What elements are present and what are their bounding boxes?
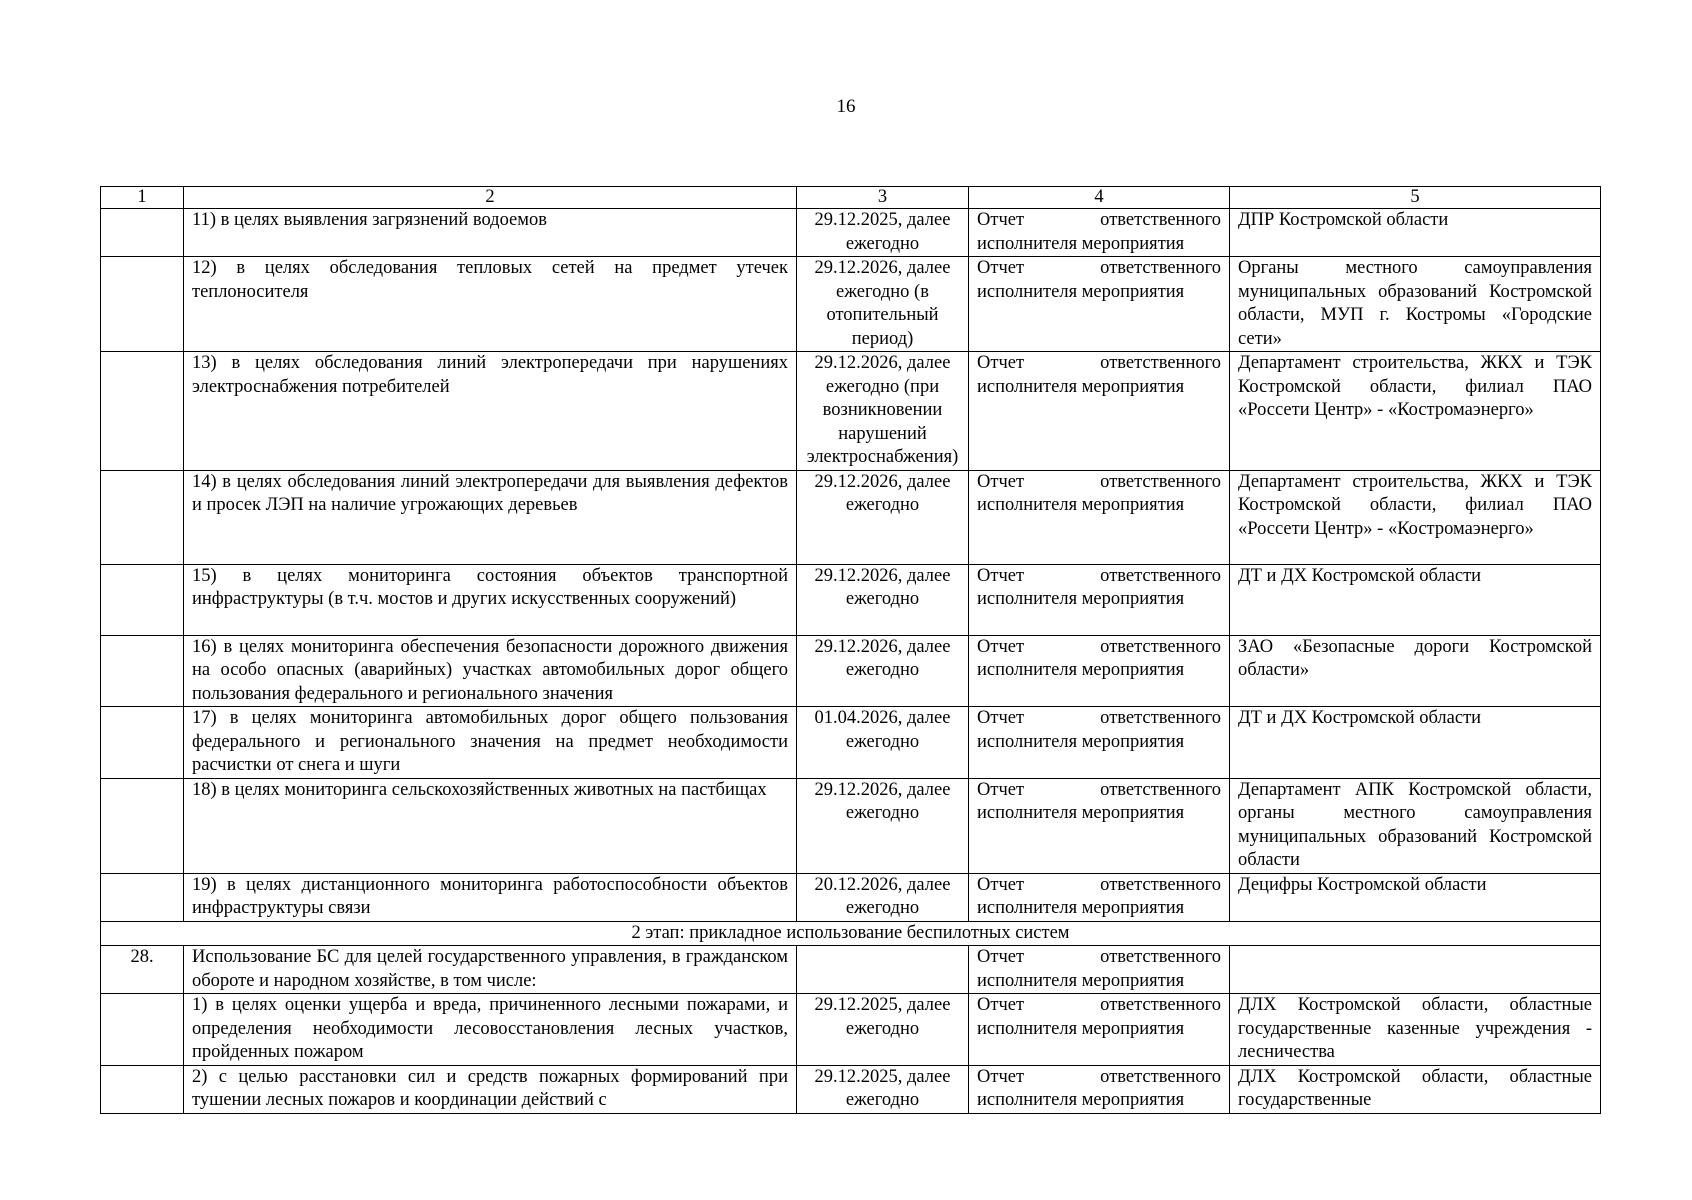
executor-cell: [1230, 946, 1601, 994]
report-form-cell: Отчет ответственного исполнителя мероприятия: [969, 778, 1230, 873]
measure-cell: 17) в целях мониторинга автомобильных дорог общего пользования федерального и регионального значения на предмет необходимости расчистки от снега и шуги: [184, 707, 797, 779]
table-row: [101, 635, 1601, 707]
table-row: [101, 873, 1601, 921]
table-row: [101, 707, 1601, 779]
executor-cell: Департамент строительства, ЖКХ и ТЭК Костромской области, филиал ПАО «Россети Центр» - «Костромаэнерго»: [1230, 352, 1601, 471]
deadline-cell: 29.12.2026, далее ежегодно: [797, 564, 969, 635]
table-row: [101, 778, 1601, 873]
measure-cell: 19) в целях дистанционного мониторинга работоспособности объектов инфраструктуры связи: [184, 873, 797, 921]
report-form-cell: Отчет ответственного исполнителя мероприятия: [969, 1065, 1230, 1113]
measure-cell: 12) в целях обследования тепловых сетей на предмет утечек теплоносителя: [184, 257, 797, 352]
executor-cell: Децифры Костромской области: [1230, 873, 1601, 921]
row-number: [101, 209, 184, 257]
table-row: [101, 209, 1601, 257]
report-form-cell: Отчет ответственного исполнителя мероприятия: [969, 564, 1230, 635]
report-form-cell: Отчет ответственного исполнителя мероприятия: [969, 209, 1230, 257]
deadline-cell: 29.12.2026, далее ежегодно: [797, 470, 969, 564]
report-form-cell: Отчет ответственного исполнителя мероприятия: [969, 994, 1230, 1066]
measure-cell: 13) в целях обследования линий электропередачи при нарушениях электроснабжения потребителей: [184, 352, 797, 471]
table-row: [101, 994, 1601, 1066]
measure-cell: 11) в целях выявления загрязнений водоемов: [184, 209, 797, 257]
deadline-cell: 29.12.2026, далее ежегодно (при возникновении нарушений электроснабжения): [797, 352, 969, 471]
measure-cell: 2) с целью расстановки сил и средств пожарных формирований при тушении лесных пожаров и координации действий с: [184, 1065, 797, 1113]
measure-cell: Использование БС для целей государственного управления, в гражданском обороте и народном хозяйстве, в том числе:: [184, 946, 797, 994]
header-cell-3: 3: [797, 187, 969, 209]
table-header-row: [101, 187, 1601, 209]
measure-cell: 18) в целях мониторинга сельскохозяйственных животных на пастбищах: [184, 778, 797, 873]
table-row: [101, 946, 1601, 994]
deadline-cell: 29.12.2026, далее ежегодно: [797, 635, 969, 707]
deadline-cell: 29.12.2026, далее ежегодно: [797, 778, 969, 873]
stage-title: 2 этап: прикладное использование беспилотных систем: [101, 921, 1601, 946]
table-row: [101, 352, 1601, 471]
row-number: 28.: [101, 946, 184, 994]
measure-cell: 15) в целях мониторинга состояния объектов транспортной инфраструктуры (в т.ч. мостов и других искусственных сооружений): [184, 564, 797, 635]
header-cell-5: 5: [1230, 187, 1601, 209]
executor-cell: ДЛХ Костромской области, областные государственные: [1230, 1065, 1601, 1113]
header-cell-1: 1: [101, 187, 184, 209]
table-row: [101, 257, 1601, 352]
row-number: [101, 470, 184, 564]
row-number: [101, 257, 184, 352]
deadline-cell: [797, 946, 969, 994]
executor-cell: Органы местного самоуправления муниципальных образований Костромской области, МУП г. Костромы «Городские сети»: [1230, 257, 1601, 352]
row-number: [101, 1065, 184, 1113]
report-form-cell: Отчет ответственного исполнителя мероприятия: [969, 635, 1230, 707]
report-form-cell: Отчет ответственного исполнителя мероприятия: [969, 873, 1230, 921]
stage-row: [101, 921, 1601, 946]
row-number: [101, 352, 184, 471]
report-form-cell: Отчет ответственного исполнителя мероприятия: [969, 707, 1230, 779]
measure-cell: 1) в целях оценки ущерба и вреда, причиненного лесными пожарами, и определения необходимости лесовосстановления лесных участков, пройденных пожаром: [184, 994, 797, 1066]
deadline-cell: 29.12.2025, далее ежегодно: [797, 1065, 969, 1113]
executor-cell: ДПР Костромской области: [1230, 209, 1601, 257]
deadline-cell: 29.12.2025, далее ежегодно: [797, 209, 969, 257]
header-cell-2: 2: [184, 187, 797, 209]
table-row: [101, 564, 1601, 635]
report-form-cell: Отчет ответственного исполнителя мероприятия: [969, 946, 1230, 994]
measures-table: [100, 186, 1601, 1114]
report-form-cell: Отчет ответственного исполнителя мероприятия: [969, 470, 1230, 564]
report-form-cell: Отчет ответственного исполнителя мероприятия: [969, 257, 1230, 352]
page-number: 16: [836, 96, 856, 117]
executor-cell: Департамент строительства, ЖКХ и ТЭК Костромской области, филиал ПАО «Россети Центр» - «Костромаэнерго»: [1230, 470, 1601, 564]
measure-cell: 16) в целях мониторинга обеспечения безопасности дорожного движения на особо опасных (аварийных) участках автомобильных дорог общего пользования федерального и регионального значения: [184, 635, 797, 707]
row-number: [101, 994, 184, 1066]
row-number: [101, 778, 184, 873]
row-number: [101, 707, 184, 779]
deadline-cell: 29.12.2026, далее ежегодно (в отопительный период): [797, 257, 969, 352]
executor-cell: ДТ и ДХ Костромской области: [1230, 707, 1601, 779]
deadline-cell: 01.04.2026, далее ежегодно: [797, 707, 969, 779]
header-cell-4: 4: [969, 187, 1230, 209]
row-number: [101, 635, 184, 707]
deadline-cell: 29.12.2025, далее ежегодно: [797, 994, 969, 1066]
executor-cell: ДТ и ДХ Костромской области: [1230, 564, 1601, 635]
executor-cell: ЗАО «Безопасные дороги Костромской области»: [1230, 635, 1601, 707]
table-row: [101, 1065, 1601, 1113]
report-form-cell: Отчет ответственного исполнителя мероприятия: [969, 352, 1230, 471]
executor-cell: ДЛХ Костромской области, областные государственные казенные учреждения - лесничества: [1230, 994, 1601, 1066]
deadline-cell: 20.12.2026, далее ежегодно: [797, 873, 969, 921]
executor-cell: Департамент АПК Костромской области, органы местного самоуправления муниципальных образований Костромской области: [1230, 778, 1601, 873]
measure-cell: 14) в целях обследования линий электропередачи для выявления дефектов и просек ЛЭП на наличие угрожающих деревьев: [184, 470, 797, 564]
row-number: [101, 873, 184, 921]
row-number: [101, 564, 184, 635]
table-row: [101, 470, 1601, 564]
